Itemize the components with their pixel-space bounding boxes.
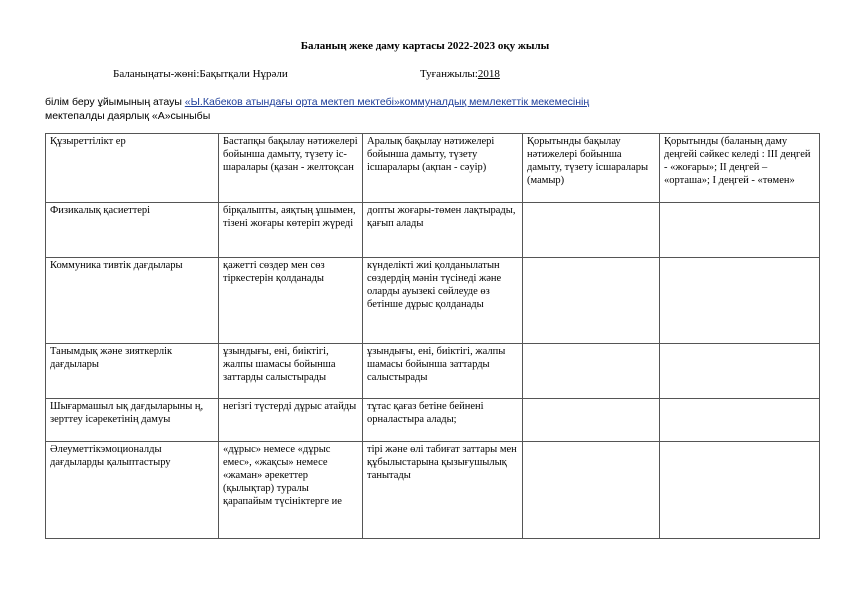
child-name-row bbox=[113, 68, 288, 80]
table-cell bbox=[523, 442, 660, 539]
table-cell: ұзындығы, ені, биіктігі, жалпы шамасы бойынша заттарды салыстырады bbox=[219, 344, 363, 399]
table-cell: бірқалыпты, аяқтың ұшымен, тізені жоғары көтеріп жүреді bbox=[219, 203, 363, 258]
table-cell bbox=[660, 442, 820, 539]
table-cell: ұзындығы, ені, биіктігі, жалпы шамасы бойынша заттарды салыстырады bbox=[363, 344, 523, 399]
organization-link[interactable]: «Ы.Кабеков атындағы орта мектеп мектебі»коммуналдық мемлекеттік мекемесінің bbox=[184, 96, 590, 108]
table-cell: Коммуника тивтік дағдылары bbox=[46, 258, 219, 344]
table-cell: қажетті сөздер мен сөз тіркестерін қолданады bbox=[219, 258, 363, 344]
organization-block bbox=[45, 95, 805, 123]
table-row bbox=[46, 203, 820, 258]
table-cell: тірі және өлі табиғат заттары мен құбылыстарына қызығушылық танытады bbox=[363, 442, 523, 539]
table-row bbox=[46, 442, 820, 539]
table-cell: Танымдық және зияткерлік дағдылары bbox=[46, 344, 219, 399]
organization-label: білім беру ұйымының атауы bbox=[45, 96, 185, 108]
header-competency: Құзыреттілікт ер bbox=[46, 134, 219, 203]
table-cell: Әлеуметтікэмоционалды дағдыларды қалыптастыру bbox=[46, 442, 219, 539]
table-cell: «дұрыс» немесе «дұрыс емес», «жақсы» немесе «жаман» әрекеттер (қылықтар) туралы қарапайым түсініктерге ие bbox=[219, 442, 363, 539]
table-cell bbox=[660, 344, 820, 399]
table-cell: күнделікті жиі қолданылатын сөздердің мәнін түсінеді және оларды ауызекі сөйлеуде өз бетінше дұрыс қолданады bbox=[363, 258, 523, 344]
table-cell: Шығармашыл ық дағдыларыны ң, зерттеу ісәрекетінің дамуы bbox=[46, 399, 219, 442]
table-cell bbox=[523, 203, 660, 258]
development-table bbox=[45, 133, 820, 539]
table-cell: Физикалық қасиеттері bbox=[46, 203, 219, 258]
table-cell bbox=[660, 203, 820, 258]
header-intermediate: Аралық бақылау нәтижелері бойынша дамыту, түзету ісшаралары (ақпан - сәуір) bbox=[363, 134, 523, 203]
birth-year-row bbox=[420, 68, 500, 80]
organization-class: мектепалды даярлық «А»сыныбы bbox=[45, 110, 211, 122]
header-initial: Бастапқы бақылау нәтижелері бойынша дамыту, түзету іс-шаралары (қазан - желтоқсан bbox=[219, 134, 363, 203]
table-row bbox=[46, 258, 820, 344]
table-row bbox=[46, 344, 820, 399]
table-row bbox=[46, 399, 820, 442]
birth-year-value: 2018 bbox=[477, 68, 500, 80]
page-title: Баланың жеке даму картасы 2022-2023 оқу жылы bbox=[300, 40, 550, 52]
table-cell bbox=[660, 399, 820, 442]
table-cell bbox=[523, 258, 660, 344]
birth-year-label: Туғанжылы: bbox=[420, 68, 478, 80]
table-cell: тұтас қағаз бетіне бейнені орналастыра алады; bbox=[363, 399, 523, 442]
child-name-value: Бақытқали Нұрәли bbox=[199, 68, 288, 80]
table-cell: негізгі түстерді дұрыс атайды bbox=[219, 399, 363, 442]
table-cell bbox=[523, 399, 660, 442]
header-final: Қорытынды бақылау нәтижелері бойынша дамыту, түзету ісшаралары (мамыр) bbox=[523, 134, 660, 203]
table-cell bbox=[523, 344, 660, 399]
table-header-row bbox=[46, 134, 820, 203]
table-cell: допты жоғары-төмен лақтырады, қағып алады bbox=[363, 203, 523, 258]
header-result: Қорытынды (баланың даму деңгейі сәйкес келеді : ІІІ деңгей - «жоғары»; ІІ деңгей – «орташа»; І деңгей - «төмен» bbox=[660, 134, 820, 203]
table-cell bbox=[660, 258, 820, 344]
child-name-label: Баланыңаты-жөні: bbox=[113, 68, 200, 80]
